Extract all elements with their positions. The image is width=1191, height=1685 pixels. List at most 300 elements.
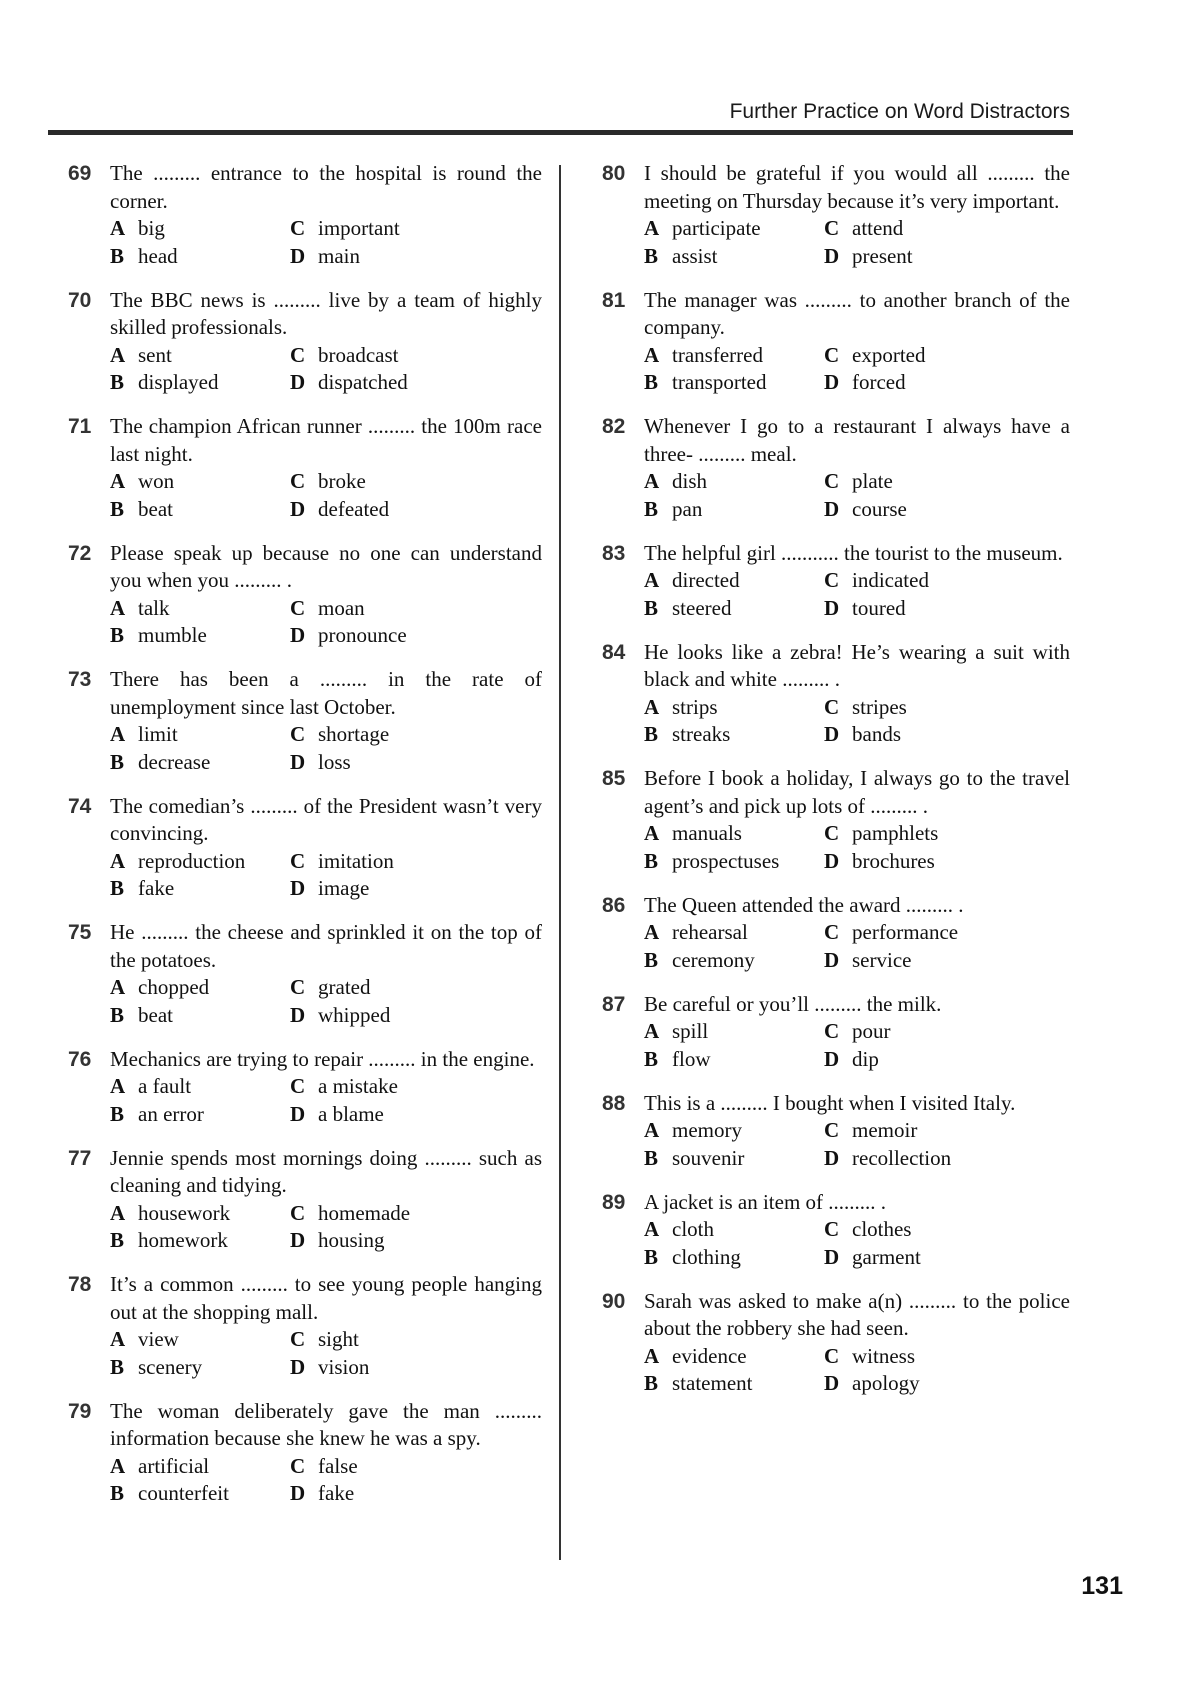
- option-text: evidence: [672, 1343, 747, 1368]
- question-stem: The manager was ......... to another branch of the company.: [644, 287, 1070, 339]
- option-letter: B: [110, 749, 125, 774]
- answer-options: [110, 342, 542, 397]
- question-stem: Sarah was asked to make a(n) ......... to the police about the robbery she had seen.: [644, 1288, 1070, 1340]
- question-stem: The BBC news is ......... live by a team of highly skilled professionals.: [110, 287, 542, 339]
- answer-option: [824, 369, 1070, 397]
- option-letter: D: [824, 1145, 840, 1170]
- answer-option: [824, 848, 1070, 876]
- answer-option: [644, 215, 824, 243]
- answer-option: [644, 496, 824, 524]
- option-text: an error: [138, 1101, 204, 1126]
- option-text: course: [852, 496, 907, 521]
- option-text: shortage: [318, 722, 390, 746]
- answer-option: [290, 468, 542, 496]
- answer-option: [824, 919, 1070, 947]
- option-letter: D: [824, 848, 840, 873]
- answer-options: [644, 694, 1070, 749]
- option-letter: C: [824, 469, 840, 493]
- option-letter: D: [824, 496, 840, 521]
- option-letter: C: [824, 920, 840, 944]
- option-letter: B: [644, 1145, 659, 1170]
- option-letter: B: [110, 623, 125, 647]
- answer-option: [644, 1370, 824, 1398]
- column-divider: [559, 165, 561, 1560]
- option-text: vision: [318, 1354, 370, 1379]
- answer-options: [110, 974, 542, 1029]
- option-text: clothing: [672, 1244, 741, 1269]
- option-text: view: [138, 1327, 179, 1351]
- answer-options: [110, 595, 542, 650]
- option-letter: D: [824, 1046, 840, 1071]
- option-text: image: [318, 876, 370, 900]
- option-text: homework: [138, 1228, 228, 1252]
- option-letter: B: [110, 1101, 125, 1126]
- option-letter: B: [644, 947, 659, 972]
- option-text: recollection: [852, 1145, 952, 1170]
- option-letter: D: [290, 1481, 306, 1505]
- question-item: [596, 160, 1070, 270]
- question-number: 85: [602, 767, 626, 790]
- question-stem: The comedian’s ......... of the President wasn’t very convincing.: [110, 793, 542, 845]
- option-letter: C: [824, 1217, 840, 1241]
- answer-option: [290, 496, 542, 524]
- option-text: garment: [852, 1244, 921, 1269]
- question-number: 80: [602, 162, 626, 185]
- answer-option: [644, 1145, 824, 1173]
- option-text: loss: [318, 749, 351, 774]
- option-letter: A: [644, 216, 660, 240]
- question-number: 72: [68, 541, 92, 565]
- option-letter: C: [824, 821, 840, 845]
- option-letter: C: [290, 216, 306, 240]
- question-stem: It’s a common ......... to see young people hanging out at the shopping mall.: [110, 1272, 542, 1324]
- answer-option: [644, 595, 824, 623]
- option-letter: A: [110, 722, 126, 746]
- answer-option: [110, 1002, 290, 1030]
- answer-option: [824, 595, 1070, 623]
- option-letter: B: [110, 1002, 125, 1027]
- option-text: cloth: [672, 1217, 714, 1241]
- option-text: homemade: [318, 1200, 411, 1225]
- answer-option: [824, 342, 1070, 370]
- question-item: [596, 413, 1070, 523]
- question-stem: This is a ......... I bought when I visited Italy.: [644, 1090, 1016, 1115]
- question-number: 71: [68, 415, 92, 438]
- answer-option: [110, 848, 290, 876]
- option-letter: D: [290, 623, 306, 647]
- option-text: false: [318, 1453, 358, 1478]
- answer-options: [644, 567, 1070, 622]
- question-item: [62, 413, 542, 523]
- question-number: 73: [68, 668, 92, 691]
- option-letter: C: [290, 1074, 306, 1098]
- answer-option: [824, 1145, 1070, 1173]
- option-letter: D: [290, 749, 306, 774]
- answer-option: [110, 215, 290, 243]
- option-letter: A: [110, 595, 126, 620]
- question-item: [596, 892, 1070, 975]
- option-text: won: [138, 469, 175, 493]
- question-item: [596, 765, 1070, 875]
- option-letter: C: [824, 1343, 840, 1368]
- question-number: 88: [602, 1091, 626, 1115]
- answer-option: [644, 1244, 824, 1272]
- answer-option: [110, 342, 290, 370]
- option-letter: B: [644, 370, 659, 394]
- option-letter: A: [644, 694, 660, 719]
- option-text: important: [318, 216, 400, 240]
- option-text: performance: [852, 920, 959, 944]
- option-letter: A: [644, 568, 660, 592]
- question-item: [62, 1398, 542, 1508]
- answer-option: [644, 848, 824, 876]
- answer-option: [644, 342, 824, 370]
- question-item: [62, 793, 542, 903]
- answer-option: [290, 243, 542, 271]
- option-text: statement: [672, 1371, 753, 1395]
- answer-option: [290, 1354, 542, 1382]
- answer-option: [824, 215, 1070, 243]
- answer-option: [824, 1046, 1070, 1074]
- answer-option: [824, 496, 1070, 524]
- option-text: artificial: [138, 1453, 210, 1478]
- answer-option: [644, 820, 824, 848]
- answer-option: [290, 1200, 542, 1228]
- option-letter: B: [644, 496, 659, 521]
- option-text: ceremony: [672, 947, 755, 972]
- option-letter: D: [290, 370, 306, 394]
- answer-option: [644, 1117, 824, 1145]
- answer-options: [110, 1073, 542, 1128]
- question-number: 86: [602, 893, 626, 917]
- answer-options: [644, 1216, 1070, 1271]
- option-text: beat: [138, 1002, 173, 1027]
- answer-option: [110, 243, 290, 271]
- answer-option: [290, 974, 542, 1002]
- option-letter: D: [824, 722, 840, 746]
- question-number: 76: [68, 1047, 92, 1071]
- option-letter: B: [644, 595, 659, 620]
- option-text: a fault: [138, 1074, 192, 1098]
- answer-option: [644, 567, 824, 595]
- option-text: head: [138, 243, 178, 268]
- option-letter: B: [644, 1046, 659, 1071]
- answer-option: [290, 1453, 542, 1481]
- option-letter: D: [290, 496, 306, 521]
- option-text: assist: [672, 243, 718, 268]
- page-number: 131: [1081, 1572, 1123, 1600]
- left-column: [62, 160, 542, 1524]
- option-letter: A: [110, 1453, 126, 1478]
- question-number: 84: [602, 640, 626, 664]
- answer-option: [110, 1101, 290, 1129]
- option-text: steered: [672, 595, 732, 620]
- answer-option: [644, 243, 824, 271]
- option-text: memoir: [852, 1118, 918, 1142]
- option-letter: A: [644, 469, 660, 493]
- answer-option: [110, 468, 290, 496]
- option-letter: B: [644, 243, 659, 268]
- answer-option: [644, 369, 824, 397]
- running-header: Further Practice on Word Distractors: [729, 100, 1070, 123]
- question-number: 82: [602, 415, 626, 438]
- option-text: participate: [672, 216, 761, 240]
- answer-option: [824, 1216, 1070, 1244]
- option-text: talk: [138, 595, 170, 620]
- option-text: dispatched: [318, 370, 408, 394]
- answer-option: [110, 749, 290, 777]
- question-number: 83: [602, 541, 626, 565]
- answer-option: [644, 1343, 824, 1371]
- option-text: a mistake: [318, 1074, 398, 1098]
- option-letter: A: [110, 342, 126, 367]
- answer-option: [644, 468, 824, 496]
- answer-options: [110, 721, 542, 776]
- question-item: [596, 639, 1070, 749]
- question-item: [596, 1288, 1070, 1398]
- answer-option: [110, 496, 290, 524]
- answer-option: [110, 1326, 290, 1354]
- option-text: moan: [318, 595, 365, 620]
- answer-option: [824, 820, 1070, 848]
- option-text: broadcast: [318, 342, 399, 367]
- option-text: limit: [138, 722, 178, 746]
- answer-options: [644, 1018, 1070, 1073]
- answer-option: [110, 875, 290, 903]
- answer-option: [644, 721, 824, 749]
- answer-option: [644, 919, 824, 947]
- answer-options: [110, 1326, 542, 1381]
- answer-option: [110, 721, 290, 749]
- answer-options: [644, 342, 1070, 397]
- answer-option: [110, 1480, 290, 1508]
- option-text: bands: [852, 722, 901, 746]
- option-text: toured: [852, 595, 906, 620]
- option-letter: C: [824, 342, 840, 367]
- option-letter: A: [110, 1200, 126, 1225]
- option-text: memory: [672, 1118, 742, 1142]
- answer-option: [290, 1480, 542, 1508]
- answer-option: [824, 243, 1070, 271]
- option-text: big: [138, 216, 165, 240]
- option-text: directed: [672, 568, 740, 592]
- option-letter: C: [290, 1327, 306, 1351]
- question-stem: There has been a ......... in the rate of unemployment since last October.: [110, 667, 542, 719]
- option-text: souvenir: [672, 1145, 745, 1170]
- answer-option: [110, 622, 290, 650]
- question-number: 81: [602, 288, 626, 312]
- option-letter: A: [110, 1074, 126, 1098]
- option-letter: C: [290, 595, 306, 620]
- option-text: pan: [672, 496, 703, 521]
- question-item: [62, 1271, 542, 1381]
- question-stem: Before I book a holiday, I always go to the travel agent’s and pick up lots of ......... .: [644, 766, 1070, 818]
- option-letter: D: [290, 1228, 306, 1252]
- option-text: streaks: [672, 722, 731, 746]
- option-letter: B: [644, 848, 659, 873]
- option-letter: D: [824, 1371, 840, 1395]
- option-letter: D: [824, 370, 840, 394]
- answer-option: [644, 1018, 824, 1046]
- option-letter: B: [110, 1228, 125, 1252]
- question-item: [62, 1145, 542, 1255]
- question-item: [62, 540, 542, 650]
- option-letter: C: [824, 1019, 840, 1043]
- answer-option: [110, 369, 290, 397]
- answer-option: [290, 1326, 542, 1354]
- option-letter: B: [644, 1371, 659, 1395]
- answer-option: [290, 595, 542, 623]
- answer-options: [110, 848, 542, 903]
- option-letter: D: [290, 1101, 306, 1126]
- question-item: [62, 1046, 542, 1129]
- answer-option: [110, 1073, 290, 1101]
- answer-option: [824, 694, 1070, 722]
- option-letter: B: [110, 370, 125, 394]
- option-text: plate: [852, 469, 893, 493]
- option-letter: B: [644, 722, 659, 746]
- answer-option: [290, 848, 542, 876]
- option-text: spill: [672, 1019, 709, 1043]
- answer-option: [824, 1244, 1070, 1272]
- option-letter: A: [110, 469, 126, 493]
- question-stem: Jennie spends most mornings doing ......... such as cleaning and tidying.: [110, 1145, 542, 1197]
- option-letter: C: [290, 342, 306, 367]
- option-letter: C: [290, 469, 306, 493]
- question-item: [62, 666, 542, 776]
- question-number: 74: [68, 794, 92, 818]
- option-letter: A: [644, 1019, 660, 1043]
- option-text: transported: [672, 370, 767, 394]
- option-text: flow: [672, 1046, 711, 1071]
- option-text: dish: [672, 469, 708, 493]
- question-stem: The champion African runner ......... the 100m race last night.: [110, 414, 542, 466]
- question-item: [596, 1090, 1070, 1173]
- answer-option: [824, 721, 1070, 749]
- option-text: manuals: [672, 821, 742, 845]
- option-text: counterfeit: [138, 1481, 229, 1505]
- option-text: whipped: [318, 1002, 391, 1027]
- option-letter: B: [110, 496, 125, 521]
- option-text: forced: [852, 370, 906, 394]
- answer-options: [644, 215, 1070, 270]
- answer-option: [644, 694, 824, 722]
- question-stem: He ......... the cheese and sprinkled it on the top of the potatoes.: [110, 920, 542, 972]
- option-text: chopped: [138, 975, 210, 999]
- option-text: fake: [138, 876, 175, 900]
- option-text: fake: [318, 1481, 355, 1505]
- option-text: sent: [138, 342, 172, 367]
- question-number: 70: [68, 288, 92, 312]
- option-letter: D: [824, 243, 840, 268]
- answer-options: [644, 1343, 1070, 1398]
- answer-option: [290, 369, 542, 397]
- answer-option: [290, 215, 542, 243]
- option-text: defeated: [318, 496, 390, 521]
- question-stem: Please speak up because no one can understand you when you ......... .: [110, 540, 542, 592]
- answer-option: [290, 342, 542, 370]
- answer-options: [644, 1117, 1070, 1172]
- option-text: imitation: [318, 848, 394, 873]
- answer-option: [824, 1343, 1070, 1371]
- answer-option: [290, 1073, 542, 1101]
- answer-option: [644, 947, 824, 975]
- answer-option: [644, 1046, 824, 1074]
- option-letter: B: [110, 1481, 125, 1505]
- answer-option: [824, 1117, 1070, 1145]
- question-item: [596, 991, 1070, 1074]
- option-letter: A: [644, 821, 660, 845]
- option-letter: D: [290, 243, 306, 268]
- answer-option: [290, 721, 542, 749]
- option-text: stripes: [852, 694, 907, 719]
- question-stem: The Queen attended the award ......... .: [644, 892, 964, 917]
- answer-option: [290, 622, 542, 650]
- question-stem: Whenever I go to a restaurant I always have a three- ......... meal.: [644, 414, 1070, 466]
- answer-option: [824, 947, 1070, 975]
- option-text: grated: [318, 975, 371, 999]
- option-letter: D: [824, 1244, 840, 1269]
- answer-option: [290, 875, 542, 903]
- option-text: mumble: [138, 623, 207, 647]
- option-letter: D: [824, 595, 840, 620]
- question-number: 89: [602, 1190, 626, 1214]
- option-letter: D: [290, 876, 306, 900]
- question-stem: Mechanics are trying to repair ......... in the engine.: [110, 1046, 535, 1071]
- answer-options: [110, 468, 542, 523]
- answer-option: [110, 1227, 290, 1255]
- question-item: [62, 287, 542, 397]
- option-letter: A: [644, 920, 660, 944]
- answer-option: [290, 1002, 542, 1030]
- header-rule: [48, 130, 1073, 135]
- answer-options: [644, 820, 1070, 875]
- option-text: displayed: [138, 370, 219, 394]
- answer-option: [824, 1018, 1070, 1046]
- right-column: [596, 160, 1070, 1414]
- option-letter: A: [110, 975, 126, 999]
- question-item: [596, 540, 1070, 623]
- option-letter: A: [644, 1217, 660, 1241]
- option-text: sight: [318, 1327, 359, 1351]
- question-number: 90: [602, 1289, 626, 1313]
- option-text: strips: [672, 694, 718, 719]
- option-letter: D: [824, 947, 840, 972]
- answer-option: [644, 1216, 824, 1244]
- question-number: 79: [68, 1399, 92, 1423]
- question-number: 69: [68, 162, 92, 185]
- option-text: broke: [318, 469, 366, 493]
- question-stem: A jacket is an item of ......... .: [644, 1189, 887, 1214]
- question-item: [62, 160, 542, 270]
- option-text: service: [852, 947, 912, 972]
- option-text: transferred: [672, 342, 763, 367]
- option-text: dip: [852, 1046, 879, 1071]
- question-stem: He looks like a zebra! He’s wearing a suit with black and white ......... .: [644, 639, 1070, 691]
- question-stem: Be careful or you’ll ......... the milk.: [644, 991, 942, 1016]
- option-text: reproduction: [138, 848, 246, 873]
- option-letter: A: [110, 216, 126, 240]
- answer-option: [110, 595, 290, 623]
- option-text: brochures: [852, 848, 935, 873]
- answer-option: [290, 749, 542, 777]
- question-number: 87: [602, 992, 626, 1016]
- option-text: indicated: [852, 568, 929, 592]
- option-letter: C: [290, 722, 306, 746]
- option-letter: C: [290, 975, 306, 999]
- answer-option: [110, 1354, 290, 1382]
- option-letter: D: [290, 1354, 306, 1379]
